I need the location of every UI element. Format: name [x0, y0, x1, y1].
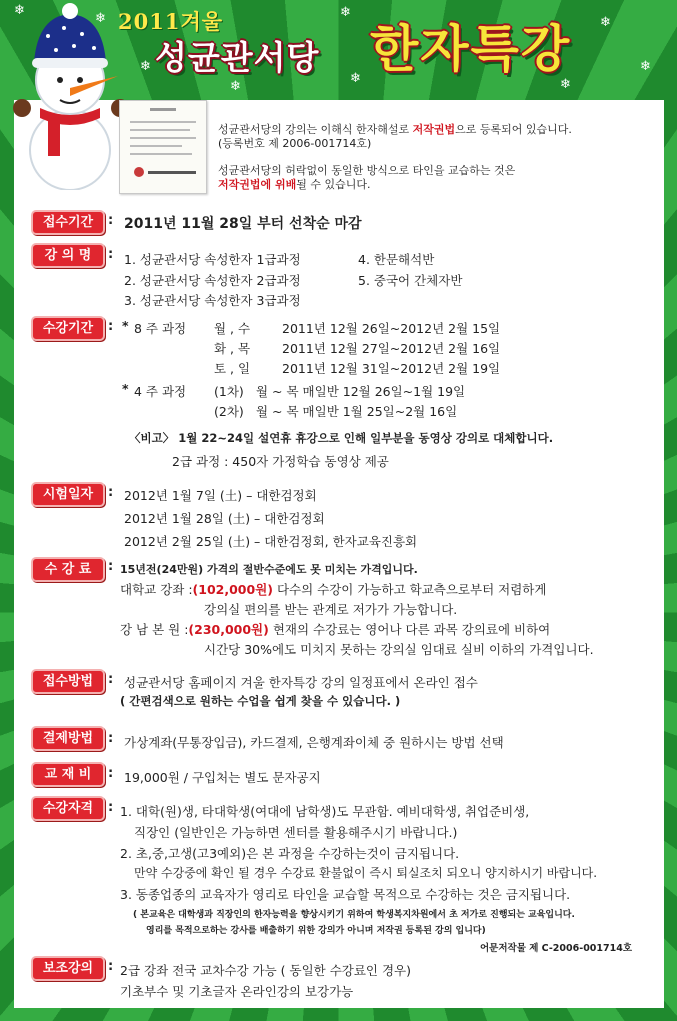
supplement-line: 2급 강좌 전국 교차수강 가능 ( 동일한 수강료인 경우) [120, 963, 411, 978]
colon: : [108, 319, 114, 334]
fee-university-detail: 강의실 편의를 받는 관계로 저가가 가능합니다. [204, 602, 458, 617]
schedule-days: 월 , 수 [214, 321, 251, 336]
schedule-dates: 2011년 12월 26일~2012년 2월 15일 [282, 321, 501, 336]
label-fee: 수 강 료 [31, 557, 105, 582]
colon: : [108, 731, 114, 746]
period-text: 2011년 11월 28일 부터 선착순 마감 [124, 216, 362, 232]
copyright-certificate-image [119, 100, 207, 194]
snowflake-icon: ❄ [350, 71, 361, 86]
qualification-line: 직장인 (일반인은 가능하면 센터를 활용해주시기 바랍니다.) [134, 825, 458, 840]
year-title: 2011겨울 [118, 9, 224, 34]
round-dates: 월 ~ 목 매일반 12월 26일~1월 19일 [256, 384, 466, 399]
textbook-text: 19,000원 / 구입처는 별도 문자공지 [124, 770, 321, 785]
label-schedule: 수강기간 [31, 316, 105, 341]
snowflake-icon: ❄ [600, 15, 611, 30]
fee-university: 대학교 강좌 :(102,000원) 다수의 수강이 가능하고 학교측으로부터 저렴하게 [120, 582, 547, 597]
method-note: ( 간편검색으로 원하는 수업을 쉽게 찾을 수 있습니다. ) [120, 694, 401, 708]
supplement-line: 기초부수 및 기초글자 온라인강의 보강가능 [120, 984, 354, 999]
colon: : [108, 959, 114, 974]
payment-text: 가상계좌(무통장입금), 카드결제, 은행계좌이체 중 원하시는 방법 선택 [124, 735, 504, 750]
lecture-item: 4. 한문해석반 [358, 252, 435, 267]
fee-headline: 15년전(24만원) 가격의 절반수준에도 못 미치는 가격입니다. [120, 563, 418, 576]
snowflake-icon: ❄ [560, 77, 571, 92]
qualification-note: ( 본교육은 대학생과 직장인의 한자능력을 향상시키기 위하여 학생복지차원에서 초 저가로 진행되는 교육입니다. [133, 910, 575, 920]
registration-number: (등록번호 제 2006-001714호) [218, 137, 372, 150]
label-qualification: 수강자격 [31, 796, 105, 821]
label-payment: 결제방법 [31, 726, 105, 751]
fee-main-campus: 강 남 본 원 :(230,000원) 현재의 수강료는 영어나 다른 과목 강의료에 비하여 [120, 622, 551, 637]
academy-title: 성균관서당 [155, 38, 320, 77]
colon: : [108, 559, 114, 574]
copyright-notice-line: 저작권법에 위배될 수 있습니다. [218, 178, 371, 191]
round-tag: (1차) [214, 384, 244, 399]
colon: : [108, 800, 114, 815]
copyright-notice-line: 성균관서당의 허락없이 동일한 방식으로 타인을 교습하는 것은 [218, 164, 516, 177]
schedule-dates: 2011년 12월 27일~2012년 2월 16일 [282, 341, 501, 356]
lecture-item: 5. 중국어 간체자반 [358, 273, 463, 288]
bullet: * [122, 318, 129, 333]
exam-date: 2012년 1월 7일 (土) – 대한검정회 [124, 488, 317, 503]
copyright-notice-line: 성균관서당의 강의는 이해식 한자해설로 저작권법으로 등록되어 있습니다. [218, 123, 572, 136]
exam-date: 2012년 2월 25일 (土) – 대한검정회, 한자교육진흥회 [124, 534, 418, 549]
course-4week: 4 주 과정 [134, 384, 187, 399]
method-text: 성균관서당 홈페이지 겨울 한자특강 강의 일정표에서 온라인 접수 [124, 675, 478, 690]
qualification-line: 3. 동종업종의 교육자가 영리로 타인을 교습할 목적으로 수강하는 것은 금지됩니다. [120, 887, 571, 902]
bullet: * [122, 381, 129, 396]
qualification-note: 영리를 목적으로하는 강사를 배출하기 위한 강의가 아니며 저작권 등록된 강의 입니다) [146, 926, 486, 936]
snowflake-icon: ❄ [14, 3, 25, 18]
holiday-note: 〈비고〉 1월 22~24일 설연휴 휴강으로 인해 일부분을 동영상 강의로 대체합니다. [129, 431, 554, 445]
colon: : [108, 485, 114, 500]
special-title: 한자특강 [370, 19, 572, 78]
snowflake-icon: ❄ [140, 59, 151, 74]
label-textbook: 교 재 비 [31, 762, 105, 787]
snowflake-icon: ❄ [340, 5, 351, 20]
colon: : [108, 672, 114, 687]
schedule-days: 화 , 목 [214, 341, 251, 356]
label-period: 접수기간 [31, 210, 105, 235]
lecture-item: 3. 성균관서당 속성한자 3급과정 [124, 293, 301, 308]
schedule-extra: 2급 과정 : 450자 가정학습 동영상 제공 [172, 454, 389, 469]
colon: : [108, 766, 114, 781]
lecture-item: 1. 성균관서당 속성한자 1급과정 [124, 252, 301, 267]
label-exam: 시험일자 [31, 482, 105, 507]
copyright-registration: 어문저작물 제 C-2006-001714호 [480, 943, 633, 954]
qualification-line: 만약 수강중에 확인 될 경우 수강료 환불없이 즉시 퇴실조치 되오니 양지하시기 바랍니다. [134, 866, 598, 880]
round-dates: 월 ~ 목 매일반 1월 25일~2월 16일 [256, 404, 458, 419]
schedule-days: 토 , 일 [214, 361, 251, 376]
lecture-item: 2. 성균관서당 속성한자 2급과정 [124, 273, 301, 288]
qualification-line: 2. 초,중,고생(고3예외)은 본 과정을 수강하는것이 금지됩니다. [120, 846, 460, 861]
exam-date: 2012년 1월 28일 (土) – 대한검정회 [124, 511, 325, 526]
qualification-line: 1. 대학(원)생, 타대학생(여대에 남학생)도 무관함. 예비대학생, 취업준비생, [120, 804, 530, 819]
colon: : [108, 247, 114, 262]
round-tag: (2차) [214, 404, 244, 419]
snowflake-icon: ❄ [95, 11, 106, 26]
snowflake-icon: ❄ [230, 79, 241, 94]
label-method: 접수방법 [31, 669, 105, 694]
fee-main-detail: 시간당 30%에도 미치지 못하는 강의실 임대료 실비 이하의 가격입니다. [204, 642, 594, 657]
schedule-dates: 2011년 12월 31일~2012년 2월 19일 [282, 361, 501, 376]
course-8week: 8 주 과정 [134, 321, 187, 336]
snowflake-icon: ❄ [640, 59, 651, 74]
label-supplement: 보조강의 [31, 956, 105, 981]
label-lectures: 강 의 명 [31, 243, 105, 268]
colon: : [108, 213, 114, 228]
